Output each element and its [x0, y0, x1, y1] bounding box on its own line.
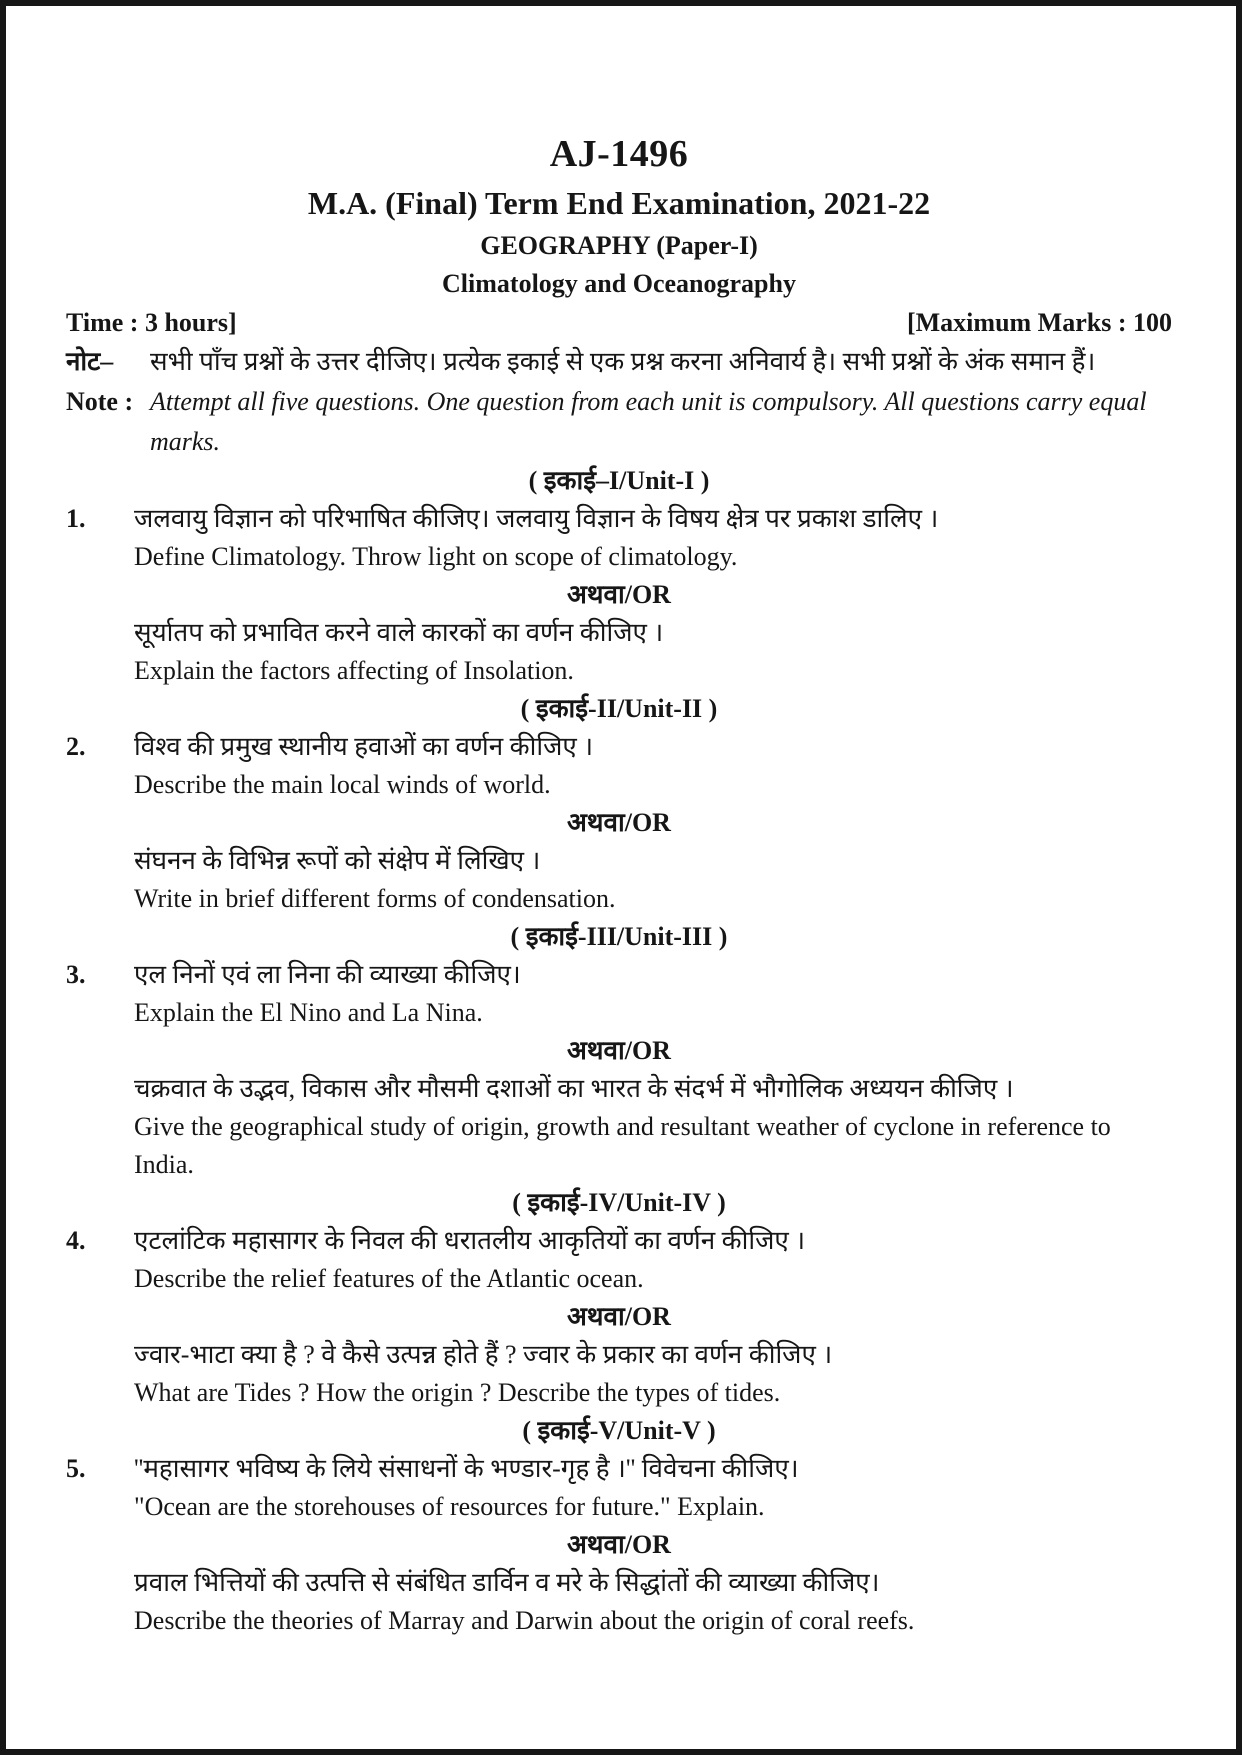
- unit-4-heading: ( इकाई-IV/Unit-IV ): [512, 1188, 726, 1217]
- unit-3-or-divider: अथवा/OR: [567, 1036, 671, 1065]
- question-1-text-english: Define Climatology. Throw light on scope of climatology.: [134, 542, 738, 571]
- meta-row: [66, 304, 1172, 342]
- note-hindi: [66, 342, 1172, 382]
- question-4-alt-body: [134, 1336, 1172, 1412]
- question-3-alt-body: [134, 1070, 1172, 1184]
- time-allowed: Time : 3 hours]: [66, 308, 237, 337]
- unit-2-heading: ( इकाई-II/Unit-II ): [520, 694, 718, 723]
- question-4-row: [66, 1222, 1172, 1298]
- question-2-alt-body: [134, 842, 1172, 918]
- question-5-row: [66, 1450, 1172, 1526]
- question-1-text-hindi: जलवायु विज्ञान को परिभाषित कीजिए। जलवायु विज्ञान के विषय क्षेत्र पर प्रकाश डालिए ।: [134, 504, 939, 533]
- question-3-number: 3.: [66, 960, 86, 989]
- question-5-alt-text-hindi: प्रवाल भित्तियों की उत्पत्ति से संबंधित डार्विन व मरे के सिद्धांतों की व्याख्या कीजिए।: [134, 1568, 880, 1597]
- question-4-body: [134, 1222, 1172, 1298]
- question-3-body: [134, 956, 1172, 1032]
- paper-subtitle: Climatology and Oceanography: [442, 269, 796, 298]
- unit-3-heading: ( इकाई-III/Unit-III ): [510, 922, 728, 951]
- note-label-hindi: नोट–: [66, 347, 114, 376]
- question-3-alt-text-english: Give the geographical study of origin, growth and resultant weather of cyclone in reference to India.: [134, 1112, 1111, 1179]
- note-text-hindi: सभी पाँच प्रश्नों के उत्तर दीजिए। प्रत्येक इकाई से एक प्रश्न करना अनिवार्य है। सभी प्रश्नों के अंक समान हैं।: [150, 347, 1096, 376]
- question-4-text-hindi: एटलांटिक महासागर के निवल की धरातलीय आकृतियों का वर्णन कीजिए ।: [134, 1226, 806, 1255]
- question-2-text-english: Describe the main local winds of world.: [134, 770, 551, 799]
- note-text-english: Attempt all five questions. One question from each unit is compulsory. All questions carry equal marks.: [150, 387, 1147, 456]
- question-1-alt-text-english: Explain the factors affecting of Insolation.: [134, 656, 574, 685]
- question-5-alt-body: [134, 1564, 1172, 1640]
- unit-5-heading: ( इकाई-V/Unit-V ): [522, 1416, 716, 1445]
- question-2-text-hindi: विश्व की प्रमुख स्थानीय हवाओं का वर्णन कीजिए ।: [134, 732, 594, 761]
- question-5-text-hindi: ''महासागर भविष्य के लिये संसाधनों के भण्डार-गृह है ।'' विवेचना कीजिए।: [134, 1454, 799, 1483]
- question-3-alt-text-hindi: चक्रवात के उद्भव, विकास और मौसमी दशाओं का भारत के संदर्भ में भौगोलिक अध्ययन कीजिए ।: [134, 1074, 1014, 1103]
- question-1-alt-body: [134, 614, 1172, 690]
- question-3-row: [66, 956, 1172, 1032]
- question-2-alt-text-english: Write in brief different forms of condensation.: [134, 884, 616, 913]
- exam-title: M.A. (Final) Term End Examination, 2021-22: [307, 185, 931, 221]
- question-3-text-english: Explain the El Nino and La Nina.: [134, 998, 483, 1027]
- unit-3-section: [66, 918, 1172, 1184]
- note-english: [66, 382, 1172, 462]
- question-2-alt-text-hindi: संघनन के विभिन्न रूपों को संक्षेप में लिखिए ।: [134, 846, 541, 875]
- unit-4-or-divider: अथवा/OR: [567, 1302, 671, 1331]
- question-2-number: 2.: [66, 732, 86, 761]
- question-5-number: 5.: [66, 1454, 86, 1483]
- question-1-alt-text-hindi: सूर्यातप को प्रभावित करने वाले कारकों का वर्णन कीजिए ।: [134, 618, 664, 647]
- subject-title: GEOGRAPHY (Paper-I): [480, 231, 758, 260]
- unit-5-or-divider: अथवा/OR: [567, 1530, 671, 1559]
- unit-1-heading: ( इकाई–I/Unit-I ): [528, 466, 710, 495]
- question-5-body: [134, 1450, 1172, 1526]
- maximum-marks: [Maximum Marks : 100: [906, 308, 1172, 337]
- question-1-body: [134, 500, 1172, 576]
- question-4-alt-text-english: What are Tides ? How the origin ? Describe the types of tides.: [134, 1378, 781, 1407]
- unit-5-section: [66, 1412, 1172, 1640]
- question-5-text-english: "Ocean are the storehouses of resources for future." Explain.: [134, 1492, 765, 1521]
- unit-4-section: [66, 1184, 1172, 1412]
- unit-1-section: [66, 462, 1172, 690]
- unit-2-section: [66, 690, 1172, 918]
- question-1-row: [66, 500, 1172, 576]
- question-5-alt-text-english: Describe the theories of Marray and Darwin about the origin of coral reefs.: [134, 1606, 915, 1635]
- unit-1-or-divider: अथवा/OR: [567, 580, 671, 609]
- note-label-english: Note :: [66, 387, 134, 416]
- page-content: [6, 132, 1236, 1640]
- unit-2-or-divider: अथवा/OR: [567, 808, 671, 837]
- question-4-alt-text-hindi: ज्वार-भाटा क्या है ? वे कैसे उत्पन्न होते हैं ? ज्वार के प्रकार का वर्णन कीजिए ।: [134, 1340, 833, 1369]
- question-4-text-english: Describe the relief features of the Atlantic ocean.: [134, 1264, 644, 1293]
- question-3-text-hindi: एल निनों एवं ला निना की व्याख्या कीजिए।: [134, 960, 521, 989]
- question-1-number: 1.: [66, 504, 86, 533]
- question-4-number: 4.: [66, 1226, 86, 1255]
- paper-code: AJ-1496: [549, 133, 689, 175]
- paper-header: [66, 132, 1172, 302]
- question-2-body: [134, 728, 1172, 804]
- question-2-row: [66, 728, 1172, 804]
